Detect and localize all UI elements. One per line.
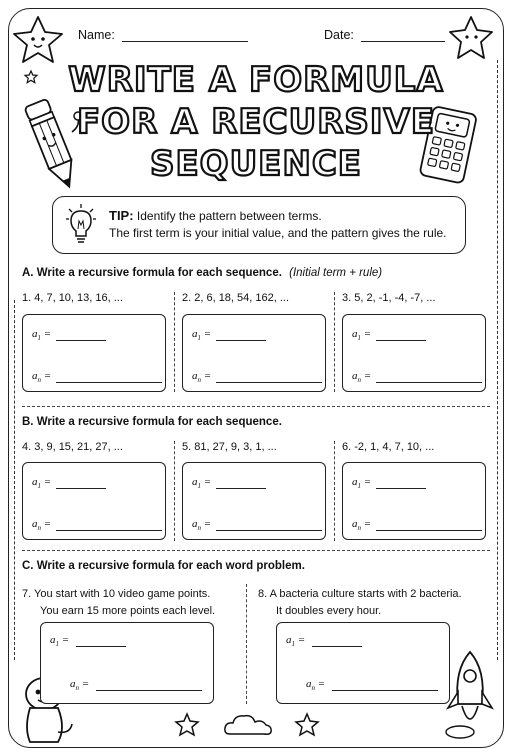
bottom-star-left-icon bbox=[174, 712, 200, 738]
problem-b-2: 5. 81, 27, 9, 3, 1, ... bbox=[182, 441, 277, 453]
an-label-b-3: $a_n$ = bbox=[352, 518, 372, 533]
problem-a-2: 2. 2, 6, 18, 54, 162, ... bbox=[182, 292, 290, 304]
tip-box bbox=[52, 196, 466, 254]
an-answer-line-a-3[interactable] bbox=[376, 382, 482, 383]
tip-label: TIP: bbox=[109, 208, 134, 223]
a1-label-a-2: $a_1$ = bbox=[192, 328, 212, 343]
b-col-divider-1 bbox=[174, 441, 175, 541]
an-answer-line-c-1[interactable] bbox=[96, 690, 202, 691]
a1-label-c-2: $a_1$ = bbox=[286, 634, 306, 649]
problem-a-3: 3. 5, 2, -1, -4, -7, ... bbox=[342, 292, 436, 304]
c-col-divider bbox=[246, 584, 247, 704]
name-label: Name: bbox=[78, 28, 115, 42]
problem-c-2: 8. A bacteria culture starts with 2 bacteria. It doubles every hour. bbox=[258, 588, 462, 617]
lightbulb-icon bbox=[63, 203, 99, 247]
problem-b-3: 6. -2, 1, 4, 7, 10, ... bbox=[342, 441, 435, 453]
a1-label-b-1: $a_1$ = bbox=[32, 476, 52, 491]
section-a-title: A. Write a recursive formula for each sequence. bbox=[22, 267, 282, 279]
title-line-1: WRITE A FORMULA bbox=[68, 60, 444, 100]
an-label-a-1: $a_n$ = bbox=[32, 370, 52, 385]
an-label-c-1: $a_n$ = bbox=[70, 678, 90, 693]
section-b-heading: B. Write a recursive formula for each sequence. bbox=[22, 416, 282, 428]
an-answer-line-a-1[interactable] bbox=[56, 382, 162, 383]
a1-label-c-1: $a_1$ = bbox=[50, 634, 70, 649]
b-col-divider-2 bbox=[334, 441, 335, 541]
an-answer-line-c-2[interactable] bbox=[332, 690, 438, 691]
bottom-star-right-icon bbox=[294, 712, 320, 738]
cloud-icon bbox=[222, 712, 274, 738]
date-field[interactable] bbox=[324, 28, 445, 42]
title-line-2: FOR A RECURSIVE bbox=[76, 102, 436, 142]
a1-label-b-3: $a_1$ = bbox=[352, 476, 372, 491]
a1-answer-line-b-2[interactable] bbox=[216, 488, 266, 489]
problem-c-1: 7. You start with 10 video game points. You earn 15 more points each level. bbox=[22, 588, 216, 617]
an-label-a-2: $a_n$ = bbox=[192, 370, 212, 385]
section-a-hint: (Initial term + rule) bbox=[289, 267, 383, 279]
tip-line-1: Identify the pattern between terms. bbox=[136, 209, 322, 223]
date-line[interactable] bbox=[361, 41, 445, 42]
a1-answer-line-a-3[interactable] bbox=[376, 340, 426, 341]
an-answer-line-b-2[interactable] bbox=[216, 530, 322, 531]
a1-label-a-1: $a_1$ = bbox=[32, 328, 52, 343]
a1-answer-line-a-1[interactable] bbox=[56, 340, 106, 341]
name-line[interactable] bbox=[122, 41, 248, 42]
section-c-heading: C. Write a recursive formula for each word problem. bbox=[22, 560, 305, 572]
a1-label-b-2: $a_1$ = bbox=[192, 476, 212, 491]
an-label-b-2: $a_n$ = bbox=[192, 518, 212, 533]
border-dashes-left bbox=[14, 300, 15, 660]
section-a-heading bbox=[22, 267, 382, 279]
a1-label-a-3: $a_1$ = bbox=[352, 328, 372, 343]
problem-b-1: 4. 3, 9, 15, 21, 27, ... bbox=[22, 441, 123, 453]
an-label-b-1: $a_n$ = bbox=[32, 518, 52, 533]
a-col-divider-2 bbox=[334, 292, 335, 392]
rocket-icon bbox=[444, 648, 496, 740]
a1-answer-line-a-2[interactable] bbox=[216, 340, 266, 341]
a-col-divider-1 bbox=[174, 292, 175, 392]
date-label: Date: bbox=[324, 28, 354, 42]
an-label-a-3: $a_n$ = bbox=[352, 370, 372, 385]
a1-answer-line-b-1[interactable] bbox=[56, 488, 106, 489]
an-answer-line-b-1[interactable] bbox=[56, 530, 162, 531]
an-answer-line-a-2[interactable] bbox=[216, 382, 322, 383]
an-answer-line-b-3[interactable] bbox=[376, 530, 482, 531]
an-label-c-2: $a_n$ = bbox=[306, 678, 326, 693]
star-face-icon bbox=[10, 14, 66, 66]
title-line-3: SEQUENCE bbox=[149, 144, 363, 184]
name-field[interactable] bbox=[78, 28, 248, 42]
star-right-icon bbox=[446, 14, 496, 62]
tip-text bbox=[109, 207, 447, 242]
divider-a-b bbox=[22, 406, 490, 407]
problem-a-1: 1. 4, 7, 10, 13, 16, ... bbox=[22, 292, 123, 304]
divider-b-c bbox=[22, 550, 490, 551]
tip-line-2: The first term is your initial value, and the pattern gives the rule. bbox=[109, 226, 447, 240]
a1-answer-line-c-2[interactable] bbox=[312, 646, 362, 647]
a1-answer-line-c-1[interactable] bbox=[76, 646, 126, 647]
a1-answer-line-b-3[interactable] bbox=[376, 488, 426, 489]
